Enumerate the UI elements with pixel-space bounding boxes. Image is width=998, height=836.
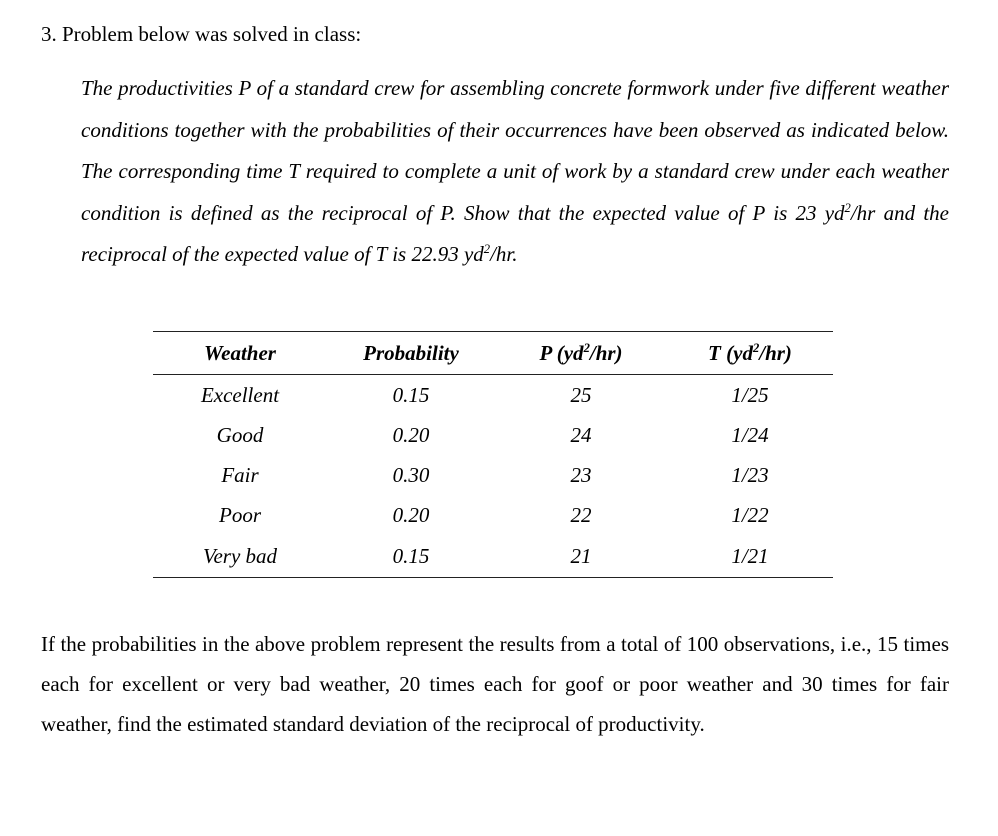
problem-text-3: /hr. [490,242,518,266]
weather-productivity-table [153,331,833,578]
cell-time: 1/23 [731,462,769,487]
header-time: T $(yd^2/hr)$ [667,332,833,375]
header-productivity: P $(yd^2/hr)$ [495,332,667,375]
unit-exponent: 2 [483,242,491,256]
table-row [153,375,833,416]
cell-probability: 0.30 [392,462,430,487]
cell-weather: Good [216,422,264,447]
table-row [153,455,833,495]
unit-exponent: 2 [844,200,851,215]
problem-heading: 3. Problem below was solved in class: [41,22,362,46]
cell-productivity: 25 [570,382,592,407]
header-probability: Probability [327,332,495,375]
weather-table-container [153,331,833,578]
table-row [153,535,833,578]
cell-weather: Very bad [153,535,327,578]
cell-productivity: 23 [570,462,592,487]
table-row [153,495,833,535]
cell-probability: 0.20 [392,502,430,527]
header-weather: Weather [153,332,327,375]
problem-text-2: /hr and the reciprocal of the expected value of T is 22.93 yd [81,200,949,266]
cell-productivity: 21 [495,535,667,578]
cell-weather: Excellent [200,382,280,407]
cell-time: 1/22 [731,502,769,527]
cell-productivity: 24 [570,422,592,447]
follow-up-question [41,624,949,744]
cell-weather: Poor [219,502,261,527]
cell-probability: 0.15 [327,535,495,578]
cell-time: 1/21 [667,535,833,578]
problem-statement [81,68,949,276]
question-text: If the probabilities in the above problem represent the results from a total of 100 observations, i.e., 15 times each for excellent or very bad weather, 20 times each for goof or poor weather and 30 times for fair weather, find the estimated standard deviation of the reciprocal of productivity. [41,632,949,736]
cell-probability: 0.15 [392,382,430,407]
cell-productivity: 22 [570,502,592,527]
cell-weather: Fair [221,462,259,487]
problem-text-1: The productivities P of a standard crew for assembling concrete formwork under five different weather conditions together with the probabilities of their occurrences have been observed as indicated below. The corresponding time T required to complete a unit of work by a standard crew under each weather condition is defined as the reciprocal of P. Show that the expected value of P is 23 yd [81,76,949,225]
table-row [153,415,833,455]
table-header-row [153,332,833,375]
cell-time: 1/25 [731,382,769,407]
cell-time: 1/24 [731,422,769,447]
cell-probability: 0.20 [392,422,430,447]
